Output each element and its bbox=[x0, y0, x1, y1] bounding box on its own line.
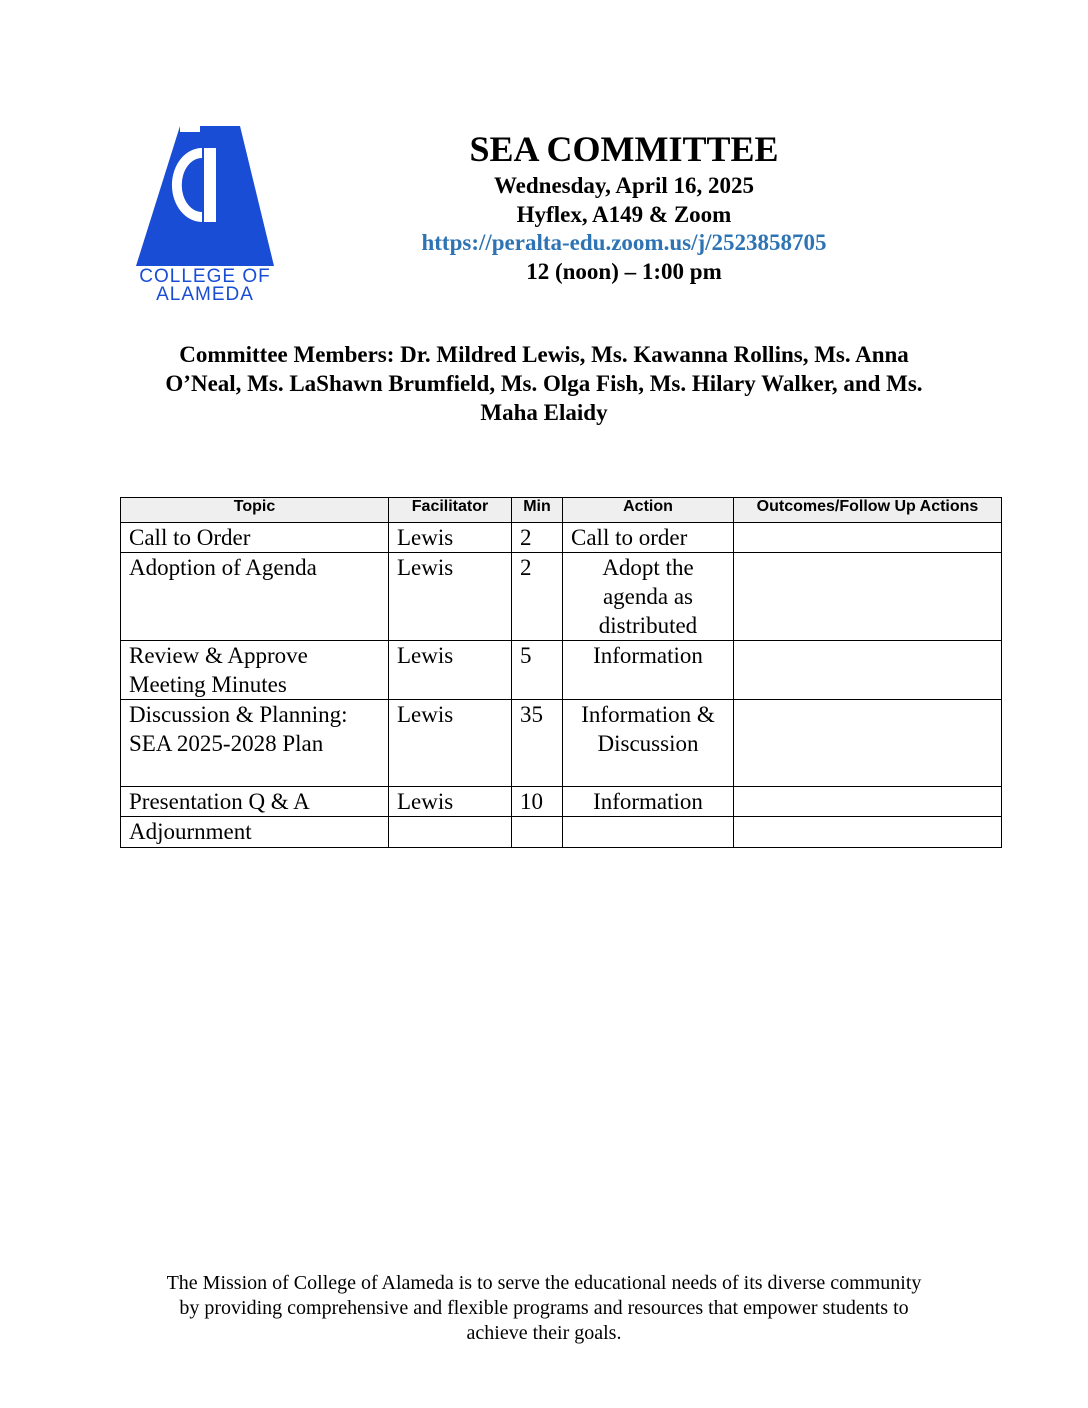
facilitator-cell: Lewis bbox=[389, 523, 512, 553]
facilitator-cell: Lewis bbox=[389, 641, 512, 700]
action-cell: Information & Discussion bbox=[563, 700, 734, 787]
members-line: Maha Elaidy bbox=[480, 400, 608, 425]
min-cell: 10 bbox=[512, 787, 563, 817]
mission-statement bbox=[120, 1271, 968, 1346]
meeting-header bbox=[374, 126, 874, 286]
column-header-facilitator: Facilitator bbox=[389, 498, 512, 523]
topic-cell: Presentation Q & A bbox=[121, 787, 389, 817]
mission-line: achieve their goals. bbox=[466, 1322, 622, 1344]
action-cell: Information bbox=[563, 787, 734, 817]
college-of-alameda-logo bbox=[134, 126, 276, 306]
outcomes-cell bbox=[734, 641, 1002, 700]
outcomes-cell bbox=[734, 523, 1002, 553]
min-cell bbox=[512, 817, 563, 848]
topic-cell: Adjournment bbox=[121, 817, 389, 848]
table-row bbox=[121, 641, 1002, 700]
meeting-time: 12 (noon) – 1:00 pm bbox=[526, 258, 722, 284]
column-header-topic: Topic bbox=[121, 498, 389, 523]
letter-a-logo-icon bbox=[136, 126, 274, 266]
topic-cell: Review & Approve Meeting Minutes bbox=[121, 641, 389, 700]
column-header-action: Action bbox=[563, 498, 734, 523]
table-row bbox=[121, 553, 1002, 641]
table-row bbox=[121, 817, 1002, 848]
facilitator-cell: Lewis bbox=[389, 700, 512, 787]
committee-members bbox=[120, 340, 968, 427]
topic-cell: Adoption of Agenda bbox=[121, 553, 389, 641]
outcomes-cell bbox=[734, 700, 1002, 787]
facilitator-cell: Lewis bbox=[389, 553, 512, 641]
action-cell: Call to order bbox=[563, 523, 734, 553]
zoom-link[interactable]: https://peralta-edu.zoom.us/j/2523858705 bbox=[421, 230, 827, 255]
table-row bbox=[121, 787, 1002, 817]
action-cell: Information bbox=[563, 641, 734, 700]
outcomes-cell bbox=[734, 553, 1002, 641]
topic-cell: Discussion & Planning: SEA 2025-2028 Plan bbox=[121, 700, 389, 787]
column-header-outcomes: Outcomes/Follow Up Actions bbox=[734, 498, 1002, 523]
mission-line: The Mission of College of Alameda is to serve the educational needs of its diverse community bbox=[166, 1272, 922, 1294]
table-row bbox=[121, 700, 1002, 787]
outcomes-cell bbox=[734, 787, 1002, 817]
logo-text-line1: COLLEGE OF bbox=[139, 266, 271, 287]
agenda-table bbox=[120, 497, 1002, 848]
meeting-date: Wednesday, April 16, 2025 bbox=[493, 173, 755, 198]
logo-text-line2: ALAMEDA bbox=[156, 284, 254, 305]
page-title: SEA COMMITTEE bbox=[469, 129, 779, 169]
min-cell: 5 bbox=[512, 641, 563, 700]
mission-line: by providing comprehensive and flexible programs and resources that empower students to bbox=[179, 1297, 909, 1319]
min-cell: 2 bbox=[512, 553, 563, 641]
members-line: O’Neal, Ms. LaShawn Brumfield, Ms. Olga Fish, Ms. Hilary Walker, and Ms. bbox=[165, 371, 923, 396]
facilitator-cell bbox=[389, 817, 512, 848]
action-cell bbox=[563, 817, 734, 848]
meeting-location: Hyflex, A149 & Zoom bbox=[516, 201, 732, 227]
facilitator-cell: Lewis bbox=[389, 787, 512, 817]
action-cell: Adopt the agenda as distributed bbox=[563, 553, 734, 641]
members-line: Committee Members: Dr. Mildred Lewis, Ms. Kawanna Rollins, Ms. Anna bbox=[179, 342, 909, 367]
table-row bbox=[121, 523, 1002, 553]
min-cell: 35 bbox=[512, 700, 563, 787]
table-header-row bbox=[121, 498, 1002, 523]
min-cell: 2 bbox=[512, 523, 563, 553]
outcomes-cell bbox=[734, 817, 1002, 848]
column-header-min: Min bbox=[512, 498, 563, 523]
topic-cell: Call to Order bbox=[121, 523, 389, 553]
